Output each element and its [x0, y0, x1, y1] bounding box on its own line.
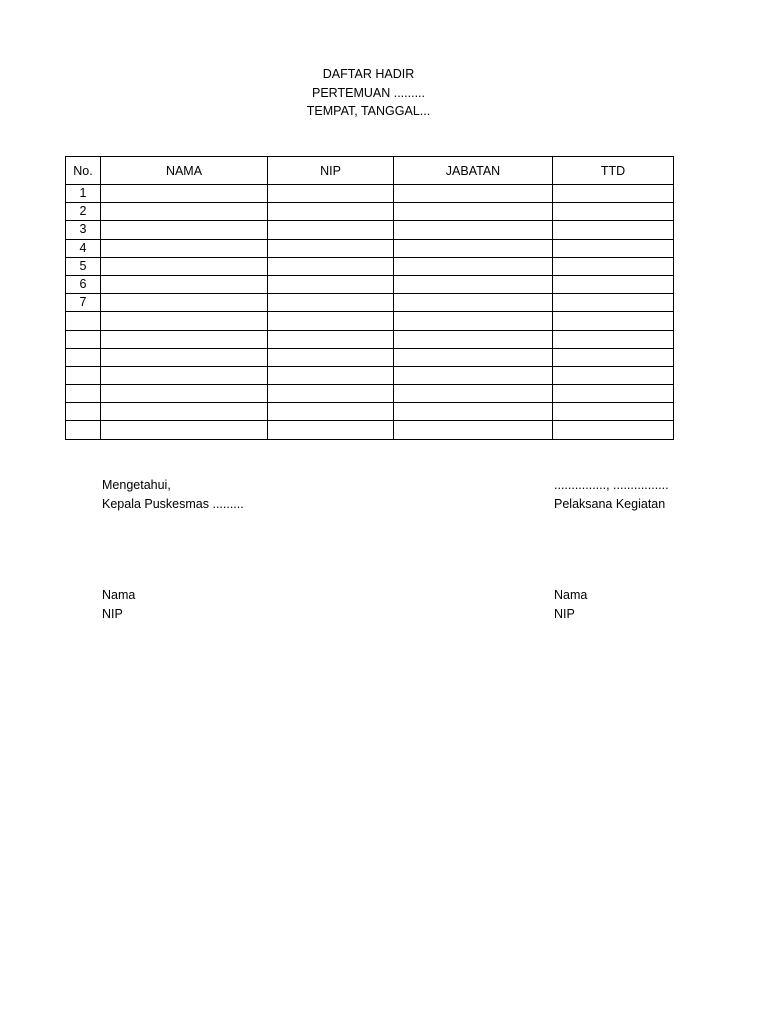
cell-nama — [101, 294, 268, 312]
cell-nama — [101, 221, 268, 239]
cell-no — [66, 421, 101, 439]
cell-nip — [268, 330, 394, 348]
column-header-jabatan: JABATAN — [394, 157, 553, 185]
signature-left-identity — [102, 586, 135, 623]
cell-nip — [268, 403, 394, 421]
table-row — [66, 294, 674, 312]
cell-nip — [268, 348, 394, 366]
cell-nama — [101, 366, 268, 384]
right-name-label: Nama — [554, 588, 588, 602]
cell-nama — [101, 185, 268, 203]
cell-no: 5 — [66, 257, 101, 275]
cell-jabatan — [394, 385, 553, 403]
place-date-blank: ..............., ................ — [554, 478, 669, 492]
cell-nip — [268, 203, 394, 221]
signature-right-identity — [554, 586, 587, 623]
cell-nama — [101, 203, 268, 221]
cell-jabatan — [394, 221, 553, 239]
cell-nip — [268, 421, 394, 439]
cell-ttd — [553, 257, 674, 275]
cell-jabatan — [394, 294, 553, 312]
cell-ttd — [553, 330, 674, 348]
column-header-nip: NIP — [268, 157, 394, 185]
cell-ttd — [553, 203, 674, 221]
table-row — [66, 330, 674, 348]
table-row — [66, 203, 674, 221]
cell-nama — [101, 403, 268, 421]
table-header-row — [66, 157, 674, 185]
cell-ttd — [553, 185, 674, 203]
cell-nama — [101, 257, 268, 275]
cell-nama — [101, 312, 268, 330]
table-row — [66, 275, 674, 293]
cell-nama — [101, 421, 268, 439]
cell-ttd — [553, 421, 674, 439]
left-name-label: Nama — [102, 588, 136, 602]
right-nip-label: NIP — [554, 606, 575, 621]
head-of-puskesmas-label: Kepala Puskesmas ......... — [102, 496, 244, 511]
meeting-line: PERTEMUAN ......... — [312, 85, 425, 100]
signature-right-block — [554, 476, 669, 513]
cell-jabatan — [394, 275, 553, 293]
table-row — [66, 312, 674, 330]
cell-nip — [268, 294, 394, 312]
cell-nip — [268, 312, 394, 330]
cell-jabatan — [394, 348, 553, 366]
cell-nip — [268, 221, 394, 239]
cell-nama — [101, 348, 268, 366]
document-header — [0, 65, 737, 121]
activity-executor-label: Pelaksana Kegiatan — [554, 496, 666, 511]
cell-no — [66, 385, 101, 403]
signature-left-block — [102, 476, 244, 513]
table-row — [66, 385, 674, 403]
cell-jabatan — [394, 185, 553, 203]
cell-no: 4 — [66, 239, 101, 257]
acknowledged-label: Mengetahui, — [102, 478, 171, 492]
left-nip-label: NIP — [102, 606, 123, 621]
cell-nip — [268, 366, 394, 384]
cell-no: 6 — [66, 275, 101, 293]
table-row — [66, 257, 674, 275]
table-row — [66, 348, 674, 366]
cell-no: 2 — [66, 203, 101, 221]
cell-jabatan — [394, 421, 553, 439]
cell-jabatan — [394, 312, 553, 330]
column-header-nama: NAMA — [101, 157, 268, 185]
cell-no — [66, 403, 101, 421]
table-row — [66, 221, 674, 239]
cell-no: 3 — [66, 221, 101, 239]
document-title: DAFTAR HADIR — [322, 67, 415, 81]
cell-no: 7 — [66, 294, 101, 312]
cell-nama — [101, 385, 268, 403]
cell-ttd — [553, 385, 674, 403]
cell-jabatan — [394, 203, 553, 221]
cell-nip — [268, 257, 394, 275]
cell-ttd — [553, 403, 674, 421]
column-header-no: No. — [66, 157, 101, 185]
cell-ttd — [553, 348, 674, 366]
cell-no — [66, 366, 101, 384]
column-header-ttd: TTD — [553, 157, 674, 185]
attendance-table — [65, 156, 674, 440]
cell-nama — [101, 239, 268, 257]
cell-nip — [268, 185, 394, 203]
table-row — [66, 239, 674, 257]
cell-no — [66, 330, 101, 348]
cell-ttd — [553, 312, 674, 330]
cell-jabatan — [394, 403, 553, 421]
cell-ttd — [553, 294, 674, 312]
cell-nama — [101, 275, 268, 293]
place-date-line: TEMPAT, TANGGAL... — [306, 104, 431, 118]
cell-jabatan — [394, 366, 553, 384]
table-row — [66, 366, 674, 384]
table-body — [66, 185, 674, 440]
cell-nip — [268, 385, 394, 403]
cell-nama — [101, 330, 268, 348]
cell-jabatan — [394, 330, 553, 348]
cell-ttd — [553, 221, 674, 239]
cell-no: 1 — [66, 185, 101, 203]
cell-ttd — [553, 275, 674, 293]
cell-nip — [268, 239, 394, 257]
cell-ttd — [553, 366, 674, 384]
cell-nip — [268, 275, 394, 293]
table-row — [66, 403, 674, 421]
cell-ttd — [553, 239, 674, 257]
table-row — [66, 185, 674, 203]
table-row — [66, 421, 674, 439]
cell-no — [66, 348, 101, 366]
cell-no — [66, 312, 101, 330]
cell-jabatan — [394, 257, 553, 275]
cell-jabatan — [394, 239, 553, 257]
